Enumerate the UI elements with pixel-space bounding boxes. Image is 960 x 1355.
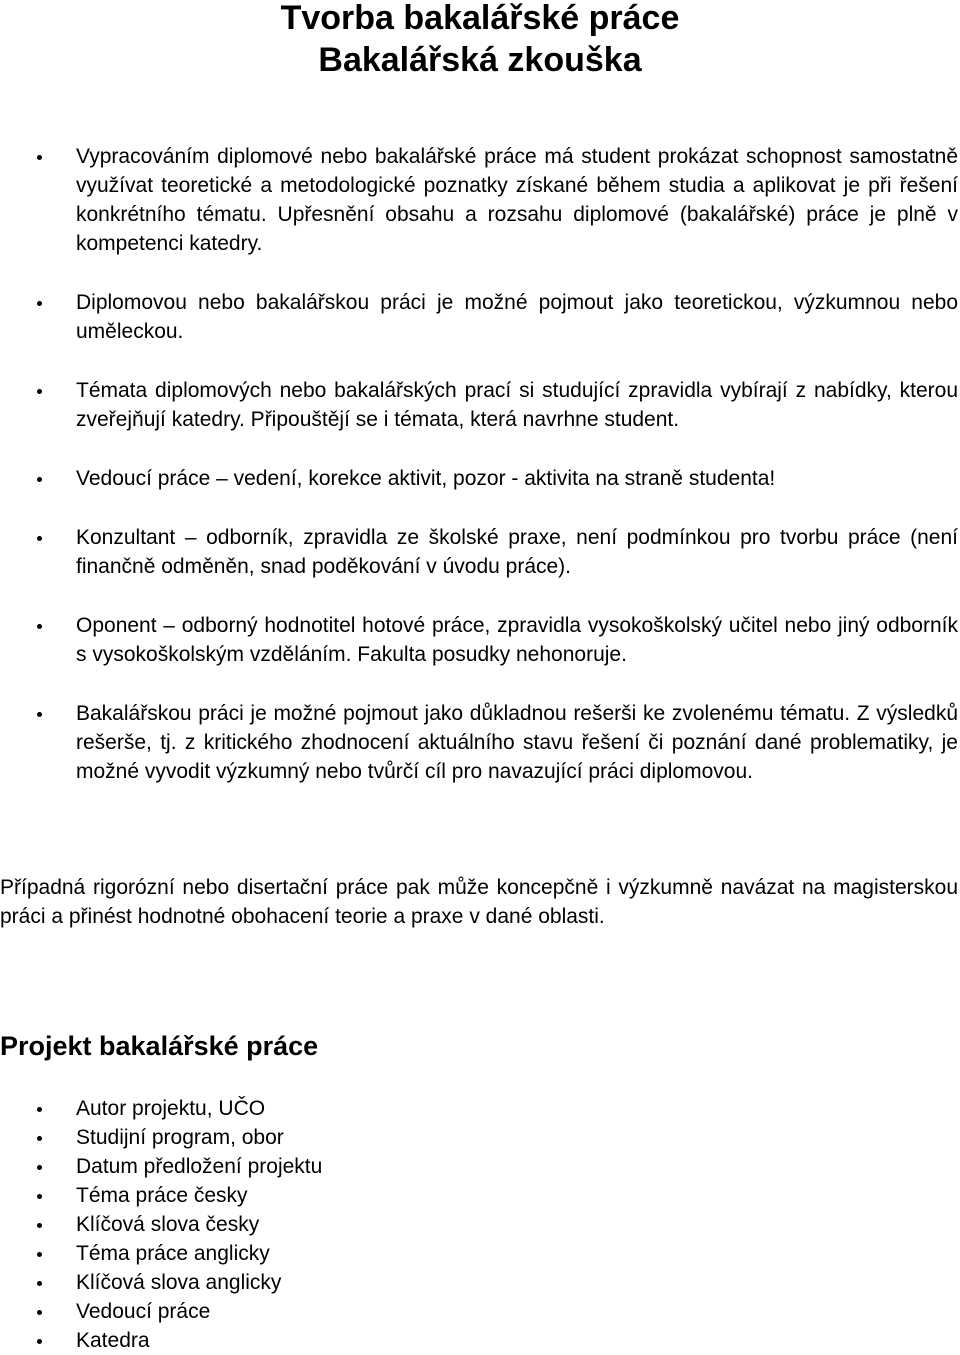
- list-item: [0, 523, 960, 581]
- list-item: [0, 288, 960, 346]
- list-item-text: Katedra: [76, 1329, 150, 1352]
- bullet-icon: [37, 389, 42, 394]
- project-fields-list: [0, 1094, 322, 1355]
- bullet-icon: [37, 1281, 42, 1286]
- list-item-text: Téma práce anglicky: [76, 1242, 270, 1265]
- bullet-icon: [37, 624, 42, 629]
- list-item: [0, 1152, 322, 1181]
- bullet-icon: [37, 301, 42, 306]
- list-item-text: Bakalářskou práci je možné pojmout jako důkladnou rešerši ke zvolenému tématu. Z výsledků rešerše, tj. z kritického zhodnocení aktuálního stavu řešení či poznání dané problematiky, je možné vyvodit výzkumný nebo tvůrčí cíl pro navazující práci diplomovou.: [76, 702, 958, 783]
- list-item-text: Vedoucí práce – vedení, korekce aktivit, pozor - aktivita na straně studenta!: [76, 467, 776, 490]
- bullet-icon: [37, 1136, 42, 1141]
- list-item: [0, 1094, 322, 1123]
- list-item-text: Konzultant – odborník, zpravidla ze školské praxe, není podmínkou pro tvorbu práce (není finančně odměněn, snad poděkování v úvodu práce).: [76, 526, 958, 578]
- list-item: [0, 611, 960, 669]
- bullet-icon: [37, 712, 42, 717]
- list-item-text: Autor projektu, UČO: [76, 1097, 266, 1120]
- bullet-icon: [37, 1194, 42, 1199]
- list-item: [0, 376, 960, 434]
- list-item: [0, 142, 960, 258]
- bullet-icon: [37, 1165, 42, 1170]
- bullet-icon: [37, 155, 42, 160]
- list-item-text: Vedoucí práce: [76, 1300, 211, 1323]
- list-item-text: Klíčová slova anglicky: [76, 1271, 282, 1294]
- list-item-text: Studijní program, obor: [76, 1126, 284, 1149]
- bullet-icon: [37, 1310, 42, 1315]
- list-item-text: Klíčová slova česky: [76, 1213, 260, 1236]
- list-item: [0, 1268, 322, 1297]
- bullet-icon: [37, 1339, 42, 1344]
- list-item-text: Vypracováním diplomové nebo bakalářské práce má student prokázat schopnost samostatně využívat teoretické a metodologické poznatky získané během studia a aplikovat je při řešení konkrétního tématu. Upřesnění obsahu a rozsahu diplomové (bakalářské) práce je plně v kompetenci katedry.: [76, 145, 958, 255]
- page-subtitle: Bakalářská zkouška: [318, 41, 642, 79]
- list-item-text: Diplomovou nebo bakalářskou práci je možné pojmout jako teoretickou, výzkumnou nebo uměleckou.: [76, 291, 958, 343]
- bullet-icon: [37, 477, 42, 482]
- list-item-text: Témata diplomových nebo bakalářských prací si studující zpravidla vybírají z nabídky, kterou zveřejňují katedry. Připouštějí se i témata, která navrhne student.: [76, 379, 958, 431]
- list-item: [0, 1239, 322, 1268]
- list-item: [0, 1210, 322, 1239]
- list-item-text: Oponent – odborný hodnotitel hotové práce, zpravidla vysokoškolský učitel nebo jiný odborník s vysokoškolským vzděláním. Fakulta posudky nehonoruje.: [76, 614, 958, 666]
- page-title: Tvorba bakalářské práce: [280, 0, 680, 37]
- list-item: [0, 1123, 322, 1152]
- bullet-icon: [37, 536, 42, 541]
- bullet-icon: [37, 1252, 42, 1257]
- list-item: [0, 464, 960, 493]
- info-bullet-list: [0, 142, 960, 786]
- list-item-text: Datum předložení projektu: [76, 1155, 323, 1178]
- list-item: [0, 1181, 322, 1210]
- bullet-icon: [37, 1107, 42, 1112]
- section-heading: Projekt bakalářské práce: [0, 1031, 319, 1061]
- closing-paragraph: Případná rigorózní nebo disertační práce pak může koncepčně i výzkumně navázat na magisterskou práci a přinést hodnotné obohacení teorie a praxe v dané oblasti.: [0, 876, 958, 928]
- list-item-text: Téma práce česky: [76, 1184, 248, 1207]
- list-item: [0, 699, 960, 786]
- list-item: [0, 1297, 322, 1326]
- bullet-icon: [37, 1223, 42, 1228]
